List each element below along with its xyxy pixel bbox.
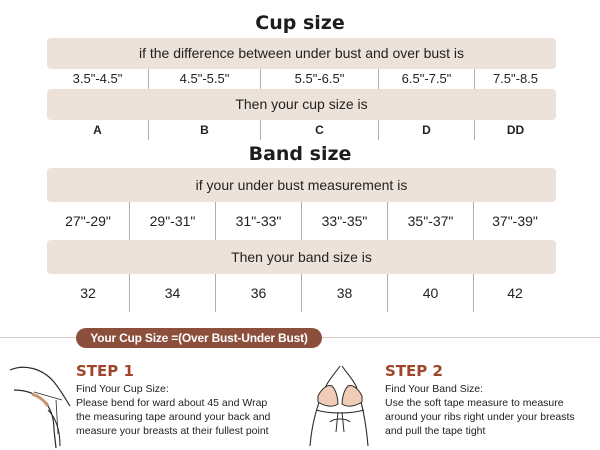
band-range-cell: 27"-29" [65,213,111,229]
step-1-line: Find Your Cup Size: [76,383,169,395]
step-1-line: measure your breasts at their fullest point [76,425,269,437]
band-range-row [47,202,556,240]
band-measuring-icon [300,362,378,448]
band-size-cell: 36 [215,274,301,312]
step-1-line: the measuring tape around your back and [76,411,271,423]
band-range-cell: 35"-37" [387,202,473,240]
cup-size-formula-badge: Your Cup Size =(Over Bust-Under Bust) [76,328,322,348]
band-range-cell: 31"-33" [215,202,301,240]
cup-range-row [47,69,556,89]
band-size-title: Band size [248,143,352,165]
cup-letter-row [47,120,556,140]
band-size-cell: 34 [129,274,215,312]
cup-range-cell: 6.5"-7.5" [378,69,474,89]
cup-range-cell: 7.5"-8.5 [474,69,556,89]
band-range-cell: 29"-31" [129,202,215,240]
cup-result-header: Then your cup size is [47,89,556,120]
step-1-text [76,382,270,438]
band-size-cell: 40 [387,274,473,312]
cup-size-title: Cup size [255,12,345,34]
cup-condition-header: if the difference between under bust and over bust is [47,38,556,69]
cup-letter-cell: A [93,123,102,137]
cup-size-table [47,38,556,140]
band-size-cell: 38 [301,274,387,312]
cup-range-cell: 4.5"-5.5" [148,69,260,89]
step-2-heading: STEP 2 [385,362,443,380]
step-2-line: Find Your Band Size: [385,383,484,395]
step-2-text [385,382,575,438]
bending-woman-measuring-icon [4,360,74,450]
cup-letter-cell: C [260,120,378,140]
cup-letter-cell: B [148,120,260,140]
band-size-table [47,168,556,312]
cup-range-cell: 3.5"-4.5" [72,71,123,86]
step-2-line: and pull the tape tight [385,425,486,437]
cup-letter-cell: DD [474,120,556,140]
step-1-line: Please bend for ward about 45 and Wrap [76,397,268,409]
cup-letter-cell: D [378,120,474,140]
band-range-cell: 37"-39" [473,202,556,240]
band-result-header: Then your band size is [47,240,556,274]
step-1-heading: STEP 1 [76,362,134,380]
band-size-cell: 32 [80,285,96,301]
band-range-cell: 33"-35" [301,202,387,240]
band-size-cell: 42 [473,274,556,312]
step-2-line: Use the soft tape measure to measure [385,397,564,409]
step-2-line: around your ribs right under your breasts [385,411,575,423]
band-size-row [47,274,556,312]
band-condition-header: if your under bust measurement is [47,168,556,202]
cup-range-cell: 5.5"-6.5" [260,69,378,89]
